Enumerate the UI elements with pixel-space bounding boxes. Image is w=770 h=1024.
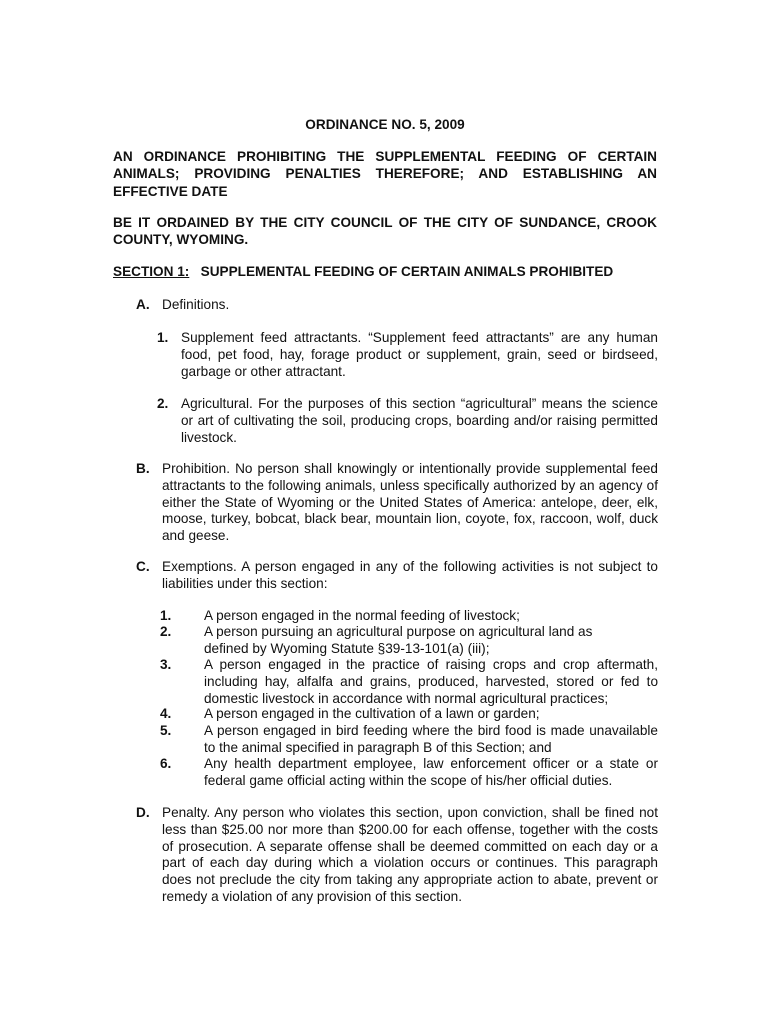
definition-1-number: 1.: [157, 330, 169, 345]
exemption-3-text: A person engaged in the practice of raising crops and crop aftermath, including hay, alfalfa and grains, produced, harvested, stored or fed to domestic livestock in accordance with normal agricultural practices;: [204, 657, 658, 706]
item-b-letter: B.: [136, 461, 150, 476]
exemption-2-number: 2.: [160, 624, 172, 639]
definition-1-text: Supplement feed attractants. “Supplement feed attractants” are any human food, pet food, hay, forage product or supplement, grain, seed or birdseed, garbage or other attractant.: [181, 330, 658, 379]
section-1-title: SUPPLEMENTAL FEEDING OF CERTAIN ANIMALS PROHIBITED: [200, 264, 614, 279]
item-d-letter: D.: [136, 805, 150, 820]
ordinance-heading: AN ORDINANCE PROHIBITING THE SUPPLEMENTAL FEEDING OF CERTAIN ANIMALS; PROVIDING PENALTIES THEREFORE; AND ESTABLISHING AN EFFECTIVE DATE: [113, 149, 657, 199]
item-a-text: Definitions.: [162, 297, 230, 312]
enacting-clause: BE IT ORDAINED BY THE CITY COUNCIL OF THE CITY OF SUNDANCE, CROOK COUNTY, WYOMING.: [113, 215, 657, 248]
exemption-4-text: A person engaged in the cultivation of a lawn or garden;: [204, 706, 540, 721]
exemption-2-text: A person pursuing an agricultural purpose on agricultural land as defined by Wyoming Statute §39-13-101(a) (iii);: [204, 624, 593, 656]
exemption-1-number: 1.: [160, 608, 172, 623]
section-1-heading: [113, 264, 673, 279]
item-d-text: Penalty. Any person who violates this section, upon conviction, shall be fined not less than $25.00 nor more than $200.00 for each offense, together with the costs of prosecution. A separate offense shall be deemed committed on each day or a part of each day during which a violation occurs or continues. This paragraph does not preclude the city from taking any appropriate action to abate, prevent or remedy a violation of any provision of this section.: [162, 805, 658, 904]
exemption-4-number: 4.: [160, 706, 172, 721]
exemption-6-number: 6.: [160, 756, 172, 771]
item-a-letter: A.: [136, 297, 150, 312]
definition-2-number: 2.: [157, 396, 169, 411]
section-1-label: SECTION 1:: [113, 264, 190, 279]
exemption-3-number: 3.: [160, 657, 172, 672]
item-b-text: Prohibition. No person shall knowingly or intentionally provide supplemental feed attractants to the following animals, unless specifically authorized by an agency of either the State of Wyoming or the United States of America: antelope, deer, elk, moose, turkey, bobcat, black bear, mountain lion, coyote, fox, raccoon, wolf, duck and geese.: [162, 461, 658, 544]
exemption-5-text: A person engaged in bird feeding where the bird food is made unavailable to the animal specified in paragraph B of this Section; and: [204, 723, 658, 755]
exemption-5-number: 5.: [160, 723, 172, 738]
ordinance-title: ORDINANCE NO. 5, 2009: [305, 117, 465, 132]
definition-2-text: Agricultural. For the purposes of this section “agricultural” means the science or art of cultivating the soil, producing crops, boarding and/or raising permitted livestock.: [181, 396, 658, 445]
exemption-6-text: Any health department employee, law enforcement officer or a state or federal game official acting within the scope of his/her official duties.: [204, 756, 658, 788]
item-c-text: Exemptions. A person engaged in any of the following activities is not subject to liabilities under this section:: [162, 559, 658, 591]
exemption-1-text: A person engaged in the normal feeding of livestock;: [204, 608, 520, 623]
item-c-letter: C.: [136, 559, 150, 574]
